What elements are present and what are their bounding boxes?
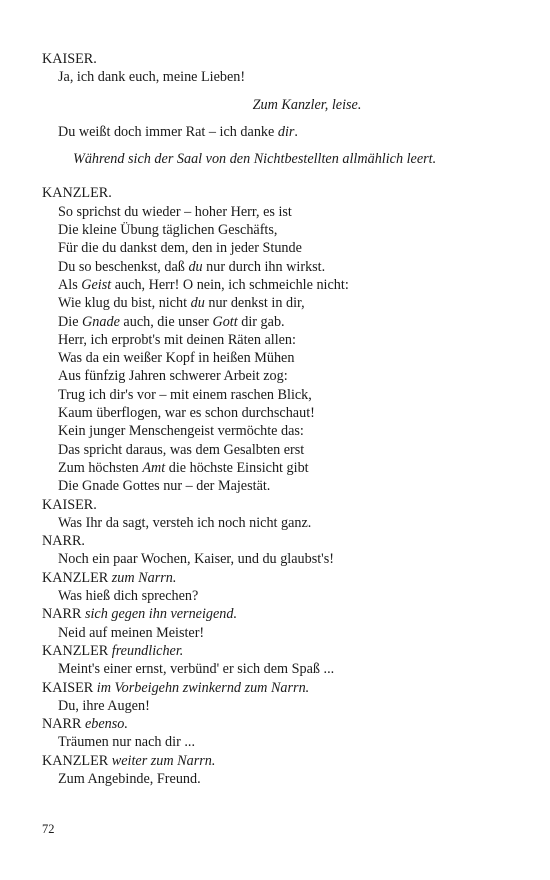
italic-text: Gnade xyxy=(82,313,120,330)
text-run: Zum höchsten xyxy=(58,459,143,476)
verse-line xyxy=(42,276,512,294)
speaker-label xyxy=(42,184,512,202)
text-run: NARR xyxy=(42,716,85,733)
text-run: auch, Herr! O nein, ich schmeichle nicht: xyxy=(111,276,349,293)
italic-text: du xyxy=(190,295,205,312)
text-run: Meint's einer ernst, verbünd' er sich dem Spaß ... xyxy=(58,661,335,678)
verse-line xyxy=(42,331,512,349)
verse-line xyxy=(42,697,512,715)
italic-text: ebenso. xyxy=(84,716,128,733)
text-run: Träumen nur nach dir ... xyxy=(58,734,195,751)
text-run: Für die du dankst dem, den in jeder Stunde xyxy=(58,240,302,257)
speaker-label xyxy=(42,569,512,587)
text-run: Du, ihre Augen! xyxy=(58,697,150,714)
verse-line xyxy=(42,459,512,477)
speaker-label xyxy=(42,50,512,68)
play-text xyxy=(42,50,512,788)
text-run: Die xyxy=(58,313,83,330)
text-run: Neid auf meinen Meister! xyxy=(58,624,205,641)
speaker-label xyxy=(42,642,512,660)
page-number: 72 xyxy=(42,822,55,836)
verse-line xyxy=(42,422,512,440)
text-run: . xyxy=(294,123,298,140)
verse-line xyxy=(42,349,512,367)
verse-line xyxy=(42,68,512,86)
italic-text: Geist xyxy=(81,276,112,293)
verse-line xyxy=(42,386,512,404)
text-run: NARR. xyxy=(42,533,85,550)
spacer xyxy=(42,114,512,123)
verse-line xyxy=(42,367,512,385)
verse-line xyxy=(42,477,512,495)
verse-line xyxy=(42,294,512,312)
verse-line xyxy=(42,660,512,678)
speaker-label xyxy=(42,532,512,550)
italic-text: Zum Kanzler, leise. xyxy=(252,96,362,113)
text-run: Wie klug du bist, nicht xyxy=(58,295,191,312)
speaker-label xyxy=(42,605,512,623)
text-run: Die Gnade Gottes nur – der Majestät. xyxy=(58,478,271,495)
text-run: Die kleine Übung täglichen Geschäfts, xyxy=(58,222,278,239)
speaker-label xyxy=(42,496,512,514)
text-run: Noch ein paar Wochen, Kaiser, und du glaubst's! xyxy=(58,551,334,568)
text-run: KAISER. xyxy=(42,51,97,67)
text-run: Das spricht daraus, was dem Gesalbten erst xyxy=(58,441,305,458)
italic-text: dir xyxy=(277,123,295,140)
verse-line xyxy=(42,221,512,239)
speaker-label xyxy=(42,752,512,770)
stage-direction xyxy=(42,150,512,168)
verse-line xyxy=(42,514,512,532)
text-run: Du so beschenkst, daß xyxy=(58,258,189,275)
text-run: Was hieß dich sprechen? xyxy=(58,588,199,605)
text-run: NARR xyxy=(42,606,85,623)
italic-text: freundlicher. xyxy=(111,642,184,659)
verse-line xyxy=(42,733,512,751)
verse-line xyxy=(42,203,512,221)
speaker-label xyxy=(42,679,512,697)
verse-line xyxy=(42,441,512,459)
text-run: dir gab. xyxy=(237,313,285,330)
italic-text: im Vorbeigehn zwinkernd zum Narrn. xyxy=(96,679,310,696)
italic-text: Während sich der Saal von den Nichtbestellten allmählich leert. xyxy=(73,151,437,168)
text-run: nur durch ihn wirkst. xyxy=(202,258,326,275)
text-run: nur denkst in dir, xyxy=(204,295,305,312)
text-run: KAISER. xyxy=(42,496,97,513)
italic-text: sich gegen ihn verneigend. xyxy=(84,606,238,623)
text-run: Ja, ich dank euch, meine Lieben! xyxy=(58,69,246,86)
spacer xyxy=(42,141,512,150)
text-run: Trug ich dir's vor – mit einem raschen Blick, xyxy=(58,386,312,403)
verse-line xyxy=(42,258,512,276)
text-run: auch, die unser xyxy=(119,313,213,330)
text-run: die höchste Einsicht gibt xyxy=(165,459,309,476)
verse-line xyxy=(42,550,512,568)
text-run: Als xyxy=(58,276,82,293)
verse-line xyxy=(42,313,512,331)
text-run: KANZLER xyxy=(42,569,112,586)
italic-text: du xyxy=(188,258,203,275)
italic-text: Amt xyxy=(142,459,166,476)
text-run: KANZLER xyxy=(42,752,112,769)
verse-line xyxy=(42,123,512,141)
text-run: KANZLER. xyxy=(42,185,112,202)
spacer xyxy=(42,87,512,96)
italic-text: weiter zum Narrn. xyxy=(111,752,216,769)
italic-text: zum Narrn. xyxy=(111,569,177,586)
text-run: Kein junger Menschengeist vermöchte das: xyxy=(58,423,304,440)
italic-text: Gott xyxy=(212,313,238,330)
verse-line xyxy=(42,404,512,422)
spacer xyxy=(42,168,512,184)
verse-line xyxy=(42,239,512,257)
text-run: So sprichst du wieder – hoher Herr, es ist xyxy=(58,203,292,220)
verse-line xyxy=(42,770,512,788)
verse-line xyxy=(42,624,512,642)
text-run: Herr, ich erprobt's mit deinen Räten allen: xyxy=(58,331,296,348)
stage-direction xyxy=(42,96,512,114)
text-run: KANZLER xyxy=(42,642,112,659)
text-run: Zum Angebinde, Freund. xyxy=(58,770,201,787)
text-run: Was Ihr da sagt, versteh ich noch nicht ganz. xyxy=(58,514,312,531)
verse-line xyxy=(42,587,512,605)
text-run: Kaum überflogen, war es schon durchschaut! xyxy=(58,405,315,422)
speaker-label xyxy=(42,715,512,733)
text-run: Du weißt doch immer Rat – ich danke xyxy=(58,123,278,140)
text-run: Aus fünfzig Jahren schwerer Arbeit zog: xyxy=(58,368,288,385)
text-run: KAISER xyxy=(42,679,97,696)
text-run: Was da ein weißer Kopf in heißen Mühen xyxy=(58,350,295,367)
